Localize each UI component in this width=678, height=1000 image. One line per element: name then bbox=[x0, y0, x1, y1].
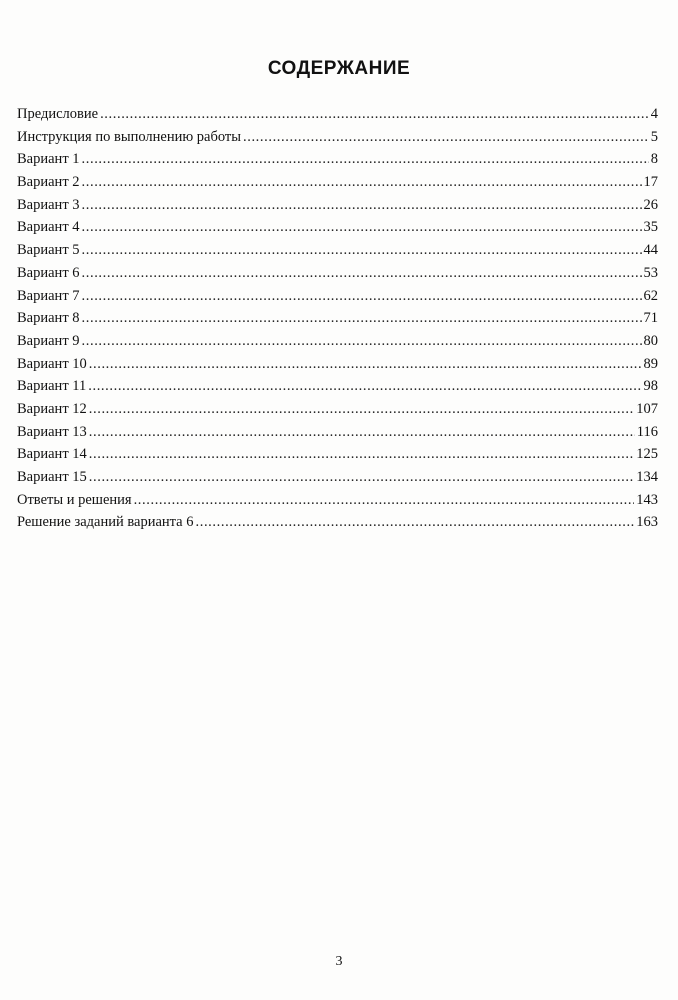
toc-entry-label: Решение заданий варианта 6 bbox=[17, 514, 194, 531]
toc-dot-leader bbox=[82, 194, 642, 217]
toc-entry-label: Вариант 6 bbox=[17, 264, 80, 281]
toc-entry-page: 163 bbox=[636, 514, 658, 531]
toc-entry bbox=[17, 239, 658, 262]
toc-entry-label: Вариант 9 bbox=[17, 332, 80, 349]
toc-entry bbox=[17, 126, 658, 149]
toc-entry-page: 134 bbox=[636, 469, 658, 485]
toc-entry-label: Вариант 10 bbox=[17, 355, 87, 372]
page-number: 3 bbox=[335, 954, 343, 969]
toc-dot-leader bbox=[134, 489, 635, 512]
toc-entry-page: 8 bbox=[650, 151, 658, 168]
toc-entry-label: Вариант 3 bbox=[17, 196, 80, 213]
toc-dot-leader bbox=[82, 285, 642, 308]
toc-entry-page: 143 bbox=[636, 491, 658, 508]
toc-entry-page: 125 bbox=[636, 446, 658, 463]
toc-entry-page: 98 bbox=[643, 378, 658, 395]
toc-entry bbox=[17, 443, 658, 466]
toc-dot-leader bbox=[82, 262, 642, 285]
toc-dot-leader bbox=[88, 375, 641, 398]
toc-dot-leader bbox=[196, 511, 635, 534]
toc-entry-label: Вариант 8 bbox=[17, 310, 80, 327]
toc-dot-leader bbox=[89, 353, 642, 376]
toc-dot-leader bbox=[89, 421, 635, 444]
toc-entry-page: 4 bbox=[650, 106, 658, 122]
toc-dot-leader bbox=[89, 398, 634, 421]
toc-dot-leader bbox=[82, 239, 642, 262]
toc-entry-page: 17 bbox=[643, 174, 658, 191]
toc-entry-label: Вариант 4 bbox=[17, 219, 80, 236]
toc-entry bbox=[17, 307, 658, 330]
toc-entry-label: Ответы и решения bbox=[17, 491, 132, 508]
toc-entry-page: 35 bbox=[643, 219, 658, 236]
toc-dot-leader bbox=[100, 103, 649, 126]
toc-entry-label: Вариант 12 bbox=[17, 400, 87, 417]
toc-entry bbox=[17, 171, 658, 194]
toc-entry bbox=[17, 216, 658, 239]
toc-dot-leader bbox=[82, 216, 642, 239]
toc-dot-leader bbox=[243, 126, 649, 149]
toc-dot-leader bbox=[82, 307, 642, 330]
toc-entry bbox=[17, 511, 658, 534]
toc-entry-page: 107 bbox=[636, 400, 658, 417]
toc-entry-label: Вариант 1 bbox=[17, 151, 80, 168]
table-of-contents bbox=[17, 103, 658, 534]
toc-entry-page: 116 bbox=[636, 423, 658, 440]
toc-entry-page: 80 bbox=[643, 332, 658, 349]
toc-entry-page: 5 bbox=[650, 128, 658, 145]
toc-dot-leader bbox=[82, 171, 642, 194]
toc-entry bbox=[17, 398, 658, 421]
toc-dot-leader bbox=[89, 443, 634, 466]
toc-entry-label: Вариант 7 bbox=[17, 287, 80, 304]
toc-entry bbox=[17, 421, 658, 444]
toc-entry bbox=[17, 262, 658, 285]
toc-entry bbox=[17, 489, 658, 512]
toc-entry-label: Предисловие bbox=[17, 106, 99, 122]
toc-entry-label: Инструкция по выполнению работы bbox=[17, 128, 241, 145]
toc-entry-page: 71 bbox=[643, 310, 658, 327]
toc-entry-label: Вариант 2 bbox=[17, 174, 80, 191]
toc-entry bbox=[17, 330, 658, 353]
toc-entry-page: 53 bbox=[643, 264, 658, 281]
toc-entry-label: Вариант 15 bbox=[17, 469, 87, 485]
toc-entry bbox=[17, 466, 658, 489]
toc-entry-page: 62 bbox=[643, 287, 658, 304]
toc-entry-label: Вариант 14 bbox=[17, 446, 87, 463]
toc-entry-label: Вариант 11 bbox=[17, 378, 87, 395]
page-title: СОДЕРЖАНИЕ bbox=[267, 58, 411, 79]
toc-entry bbox=[17, 375, 658, 398]
toc-entry-page: 89 bbox=[643, 355, 658, 372]
toc-dot-leader bbox=[82, 330, 642, 353]
toc-dot-leader bbox=[82, 148, 649, 171]
toc-dot-leader bbox=[89, 466, 634, 489]
toc-entry bbox=[17, 194, 658, 217]
toc-entry-label: Вариант 5 bbox=[17, 242, 80, 259]
toc-entry bbox=[17, 148, 658, 171]
toc-entry bbox=[17, 103, 658, 126]
toc-entry-page: 44 bbox=[643, 242, 658, 259]
toc-entry-page: 26 bbox=[643, 196, 658, 213]
toc-entry bbox=[17, 353, 658, 376]
toc-entry-label: Вариант 13 bbox=[17, 423, 87, 440]
toc-entry bbox=[17, 285, 658, 308]
